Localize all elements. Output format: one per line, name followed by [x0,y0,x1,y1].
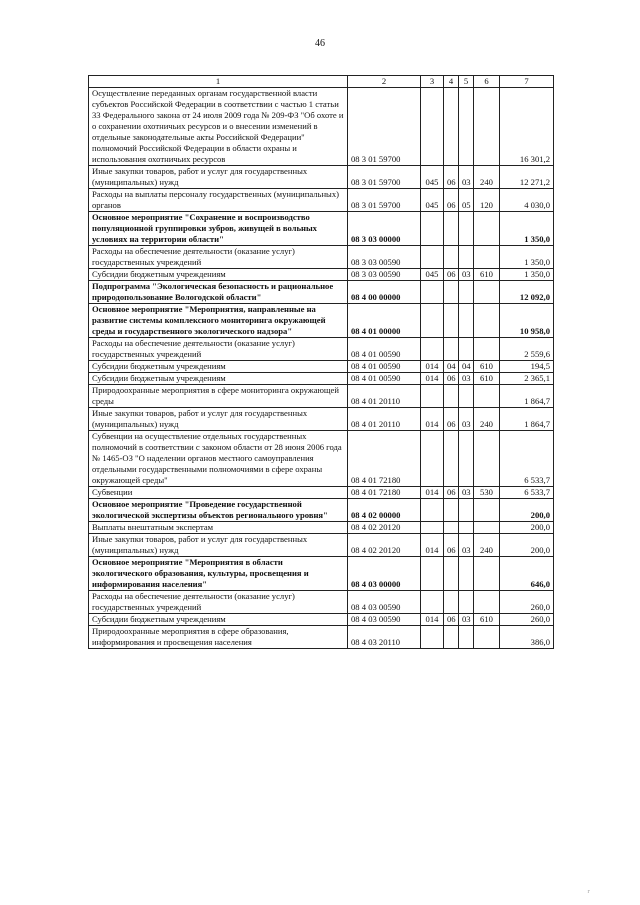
table-row [89,522,554,534]
row-name-cell: Расходы на обеспечение деятельности (оказание услуг) государственных учреждений [89,591,348,614]
amount-cell: 200,0 [500,534,554,557]
section-code-cell [444,557,459,591]
expense-type-cell: 610 [474,269,500,281]
budget-code-cell: 08 3 03 00590 [348,269,421,281]
expense-type-cell [474,385,500,408]
row-name-cell: Основное мероприятие "Сохранение и воспроизводство популяционной группировки зубров, живущей в вольных условиях на территории области" [89,212,348,246]
table-header-row [89,76,554,88]
row-name-cell: Субсидии бюджетным учреждениям [89,269,348,281]
expense-type-cell [474,591,500,614]
amount-cell: 260,0 [500,591,554,614]
subsection-code-cell [459,431,474,487]
table-row [89,487,554,499]
column-header: 1 [89,76,348,88]
row-name-cell: Выплаты внештатным экспертам [89,522,348,534]
expense-type-cell [474,281,500,304]
table-row [89,385,554,408]
column-header: 4 [444,76,459,88]
expense-type-cell: 610 [474,361,500,373]
table-row [89,269,554,281]
ministry-code-cell: 014 [421,487,444,499]
budget-code-cell: 08 4 00 00000 [348,281,421,304]
subsection-code-cell [459,385,474,408]
table-row [89,534,554,557]
expense-type-cell: 240 [474,166,500,189]
table-row [89,361,554,373]
section-code-cell: 06 [444,189,459,212]
column-header: 5 [459,76,474,88]
expense-type-cell [474,246,500,269]
section-code-cell: 06 [444,487,459,499]
ministry-code-cell [421,499,444,522]
subsection-code-cell [459,522,474,534]
column-header: 3 [421,76,444,88]
table-row [89,338,554,361]
ministry-code-cell [421,88,444,166]
table-row [89,408,554,431]
ministry-code-cell: 045 [421,269,444,281]
expense-type-cell: 240 [474,534,500,557]
budget-code-cell: 08 4 03 00590 [348,591,421,614]
expense-type-cell [474,212,500,246]
section-code-cell: 06 [444,534,459,557]
section-code-cell [444,338,459,361]
amount-cell: 10 958,0 [500,304,554,338]
row-name-cell: Расходы на обеспечение деятельности (оказание услуг) государственных учреждений [89,246,348,269]
budget-code-cell: 08 4 02 20120 [348,522,421,534]
expense-type-cell [474,431,500,487]
section-code-cell [444,431,459,487]
amount-cell: 386,0 [500,626,554,649]
column-header: 2 [348,76,421,88]
budget-code-cell: 08 3 03 00590 [348,246,421,269]
ministry-code-cell [421,338,444,361]
table-row [89,614,554,626]
ministry-code-cell [421,281,444,304]
column-header: 7 [500,76,554,88]
budget-code-cell: 08 4 01 00590 [348,338,421,361]
column-header: 6 [474,76,500,88]
budget-code-cell: 08 4 02 00000 [348,499,421,522]
budget-code-cell: 08 4 01 72180 [348,487,421,499]
table-row [89,626,554,649]
subsection-code-cell: 03 [459,373,474,385]
amount-cell: 646,0 [500,557,554,591]
budget-code-cell: 08 3 01 59700 [348,189,421,212]
amount-cell: 4 030,0 [500,189,554,212]
row-name-cell: Иные закупки товаров, работ и услуг для государственных (муниципальных) нужд [89,408,348,431]
section-code-cell [444,304,459,338]
row-name-cell: Подпрограмма "Экологическая безопасность и рациональное природопользование Вологодской области" [89,281,348,304]
table-row [89,281,554,304]
table-row [89,189,554,212]
budget-code-cell: 08 3 03 00000 [348,212,421,246]
expense-type-cell: 610 [474,614,500,626]
ministry-code-cell: 045 [421,166,444,189]
page-number: 46 [315,38,325,49]
budget-table-body [89,76,554,649]
ministry-code-cell [421,246,444,269]
table-row [89,166,554,189]
expense-type-cell [474,626,500,649]
row-name-cell: Субвенции на осуществление отдельных государственных полномочий в соответствии с законом области от 28 июня 2006 года № 1465-ОЗ "О наделении органов местного самоуправления отдельными государственными полномочиями в сфере охраны окружающей среды" [89,431,348,487]
expense-type-cell [474,557,500,591]
ministry-code-cell [421,591,444,614]
section-code-cell [444,212,459,246]
ministry-code-cell [421,557,444,591]
subsection-code-cell: 03 [459,487,474,499]
budget-code-cell: 08 3 01 59700 [348,166,421,189]
expense-type-cell: 120 [474,189,500,212]
amount-cell: 1 864,7 [500,385,554,408]
budget-code-cell: 08 4 02 20120 [348,534,421,557]
subsection-code-cell [459,591,474,614]
budget-code-cell: 08 4 01 20110 [348,408,421,431]
budget-code-cell: 08 4 01 00000 [348,304,421,338]
expense-type-cell [474,304,500,338]
budget-code-cell: 08 4 01 00590 [348,373,421,385]
amount-cell: 1 350,0 [500,269,554,281]
subsection-code-cell [459,212,474,246]
subsection-code-cell: 03 [459,614,474,626]
expense-type-cell [474,499,500,522]
subsection-code-cell: 03 [459,408,474,431]
amount-cell: 1 350,0 [500,212,554,246]
ministry-code-cell: 045 [421,189,444,212]
table-row [89,591,554,614]
row-name-cell: Иные закупки товаров, работ и услуг для государственных (муниципальных) нужд [89,166,348,189]
subsection-code-cell [459,626,474,649]
ministry-code-cell: 014 [421,373,444,385]
section-code-cell: 06 [444,408,459,431]
budget-code-cell: 08 4 01 72180 [348,431,421,487]
subsection-code-cell [459,281,474,304]
section-code-cell [444,591,459,614]
row-name-cell: Природоохранные мероприятия в сфере образования, информирования и просвещения населения [89,626,348,649]
corner-mark: г [587,889,590,895]
table-row [89,88,554,166]
section-code-cell [444,385,459,408]
subsection-code-cell: 05 [459,189,474,212]
expense-type-cell: 530 [474,487,500,499]
table-row [89,304,554,338]
amount-cell: 6 533,7 [500,487,554,499]
subsection-code-cell [459,304,474,338]
row-name-cell: Расходы на выплаты персоналу государственных (муниципальных) органов [89,189,348,212]
budget-code-cell: 08 4 03 00000 [348,557,421,591]
amount-cell: 1 864,7 [500,408,554,431]
row-name-cell: Основное мероприятие "Проведение государственной экологической экспертизы объектов регионального уровня" [89,499,348,522]
ministry-code-cell: 014 [421,408,444,431]
row-name-cell: Иные закупки товаров, работ и услуг для государственных (муниципальных) нужд [89,534,348,557]
budget-code-cell: 08 4 03 00590 [348,614,421,626]
section-code-cell: 06 [444,373,459,385]
ministry-code-cell: 014 [421,534,444,557]
budget-table [88,75,554,649]
section-code-cell [444,626,459,649]
ministry-code-cell [421,304,444,338]
row-name-cell: Основное мероприятие "Мероприятия в области экологического образования, культуры, просвещения и информирования населения" [89,557,348,591]
amount-cell: 2 365,1 [500,373,554,385]
amount-cell: 200,0 [500,522,554,534]
budget-code-cell: 08 4 01 00590 [348,361,421,373]
subsection-code-cell: 03 [459,166,474,189]
ministry-code-cell [421,212,444,246]
section-code-cell: 06 [444,269,459,281]
section-code-cell: 06 [444,614,459,626]
expense-type-cell: 610 [474,373,500,385]
amount-cell: 1 350,0 [500,246,554,269]
subsection-code-cell: 04 [459,361,474,373]
amount-cell: 6 533,7 [500,431,554,487]
subsection-code-cell: 03 [459,269,474,281]
ministry-code-cell: 014 [421,361,444,373]
section-code-cell [444,499,459,522]
row-name-cell: Субсидии бюджетным учреждениям [89,614,348,626]
budget-code-cell: 08 4 01 20110 [348,385,421,408]
section-code-cell: 04 [444,361,459,373]
ministry-code-cell [421,626,444,649]
row-name-cell: Расходы на обеспечение деятельности (оказание услуг) государственных учреждений [89,338,348,361]
amount-cell: 16 301,2 [500,88,554,166]
amount-cell: 260,0 [500,614,554,626]
section-code-cell [444,88,459,166]
row-name-cell: Осуществление переданных органам государственной власти субъектов Российской Федерации в соответствии с частью 1 статьи 33 Федерального закона от 24 июля 2009 года № 209-ФЗ "Об охоте и о сохранении охотничьих ресурсов и о внесении изменений в отдельные законодательные акты Российской Федерации" полномочий Российской Федерации в области охраны и использования охотничьих ресурсов [89,88,348,166]
expense-type-cell: 240 [474,408,500,431]
section-code-cell [444,281,459,304]
budget-code-cell: 08 3 01 59700 [348,88,421,166]
ministry-code-cell [421,431,444,487]
budget-code-cell: 08 4 03 20110 [348,626,421,649]
table-row [89,499,554,522]
subsection-code-cell [459,88,474,166]
row-name-cell: Природоохранные мероприятия в сфере мониторинга окружающей среды [89,385,348,408]
expense-type-cell [474,88,500,166]
table-row [89,212,554,246]
section-code-cell [444,522,459,534]
row-name-cell: Основное мероприятие "Мероприятия, направленные на развитие системы комплексного мониторинга окружающей среды и государственного экологического надзора" [89,304,348,338]
subsection-code-cell [459,338,474,361]
amount-cell: 12 092,0 [500,281,554,304]
table-row [89,431,554,487]
subsection-code-cell [459,499,474,522]
ministry-code-cell [421,385,444,408]
row-name-cell: Субвенции [89,487,348,499]
amount-cell: 200,0 [500,499,554,522]
row-name-cell: Субсидии бюджетным учреждениям [89,361,348,373]
amount-cell: 12 271,2 [500,166,554,189]
ministry-code-cell [421,522,444,534]
subsection-code-cell [459,557,474,591]
subsection-code-cell [459,246,474,269]
expense-type-cell [474,522,500,534]
expense-type-cell [474,338,500,361]
section-code-cell [444,246,459,269]
table-row [89,246,554,269]
amount-cell: 194,5 [500,361,554,373]
ministry-code-cell: 014 [421,614,444,626]
row-name-cell: Субсидии бюджетным учреждениям [89,373,348,385]
table-row [89,373,554,385]
table-row [89,557,554,591]
section-code-cell: 06 [444,166,459,189]
amount-cell: 2 559,6 [500,338,554,361]
subsection-code-cell: 03 [459,534,474,557]
